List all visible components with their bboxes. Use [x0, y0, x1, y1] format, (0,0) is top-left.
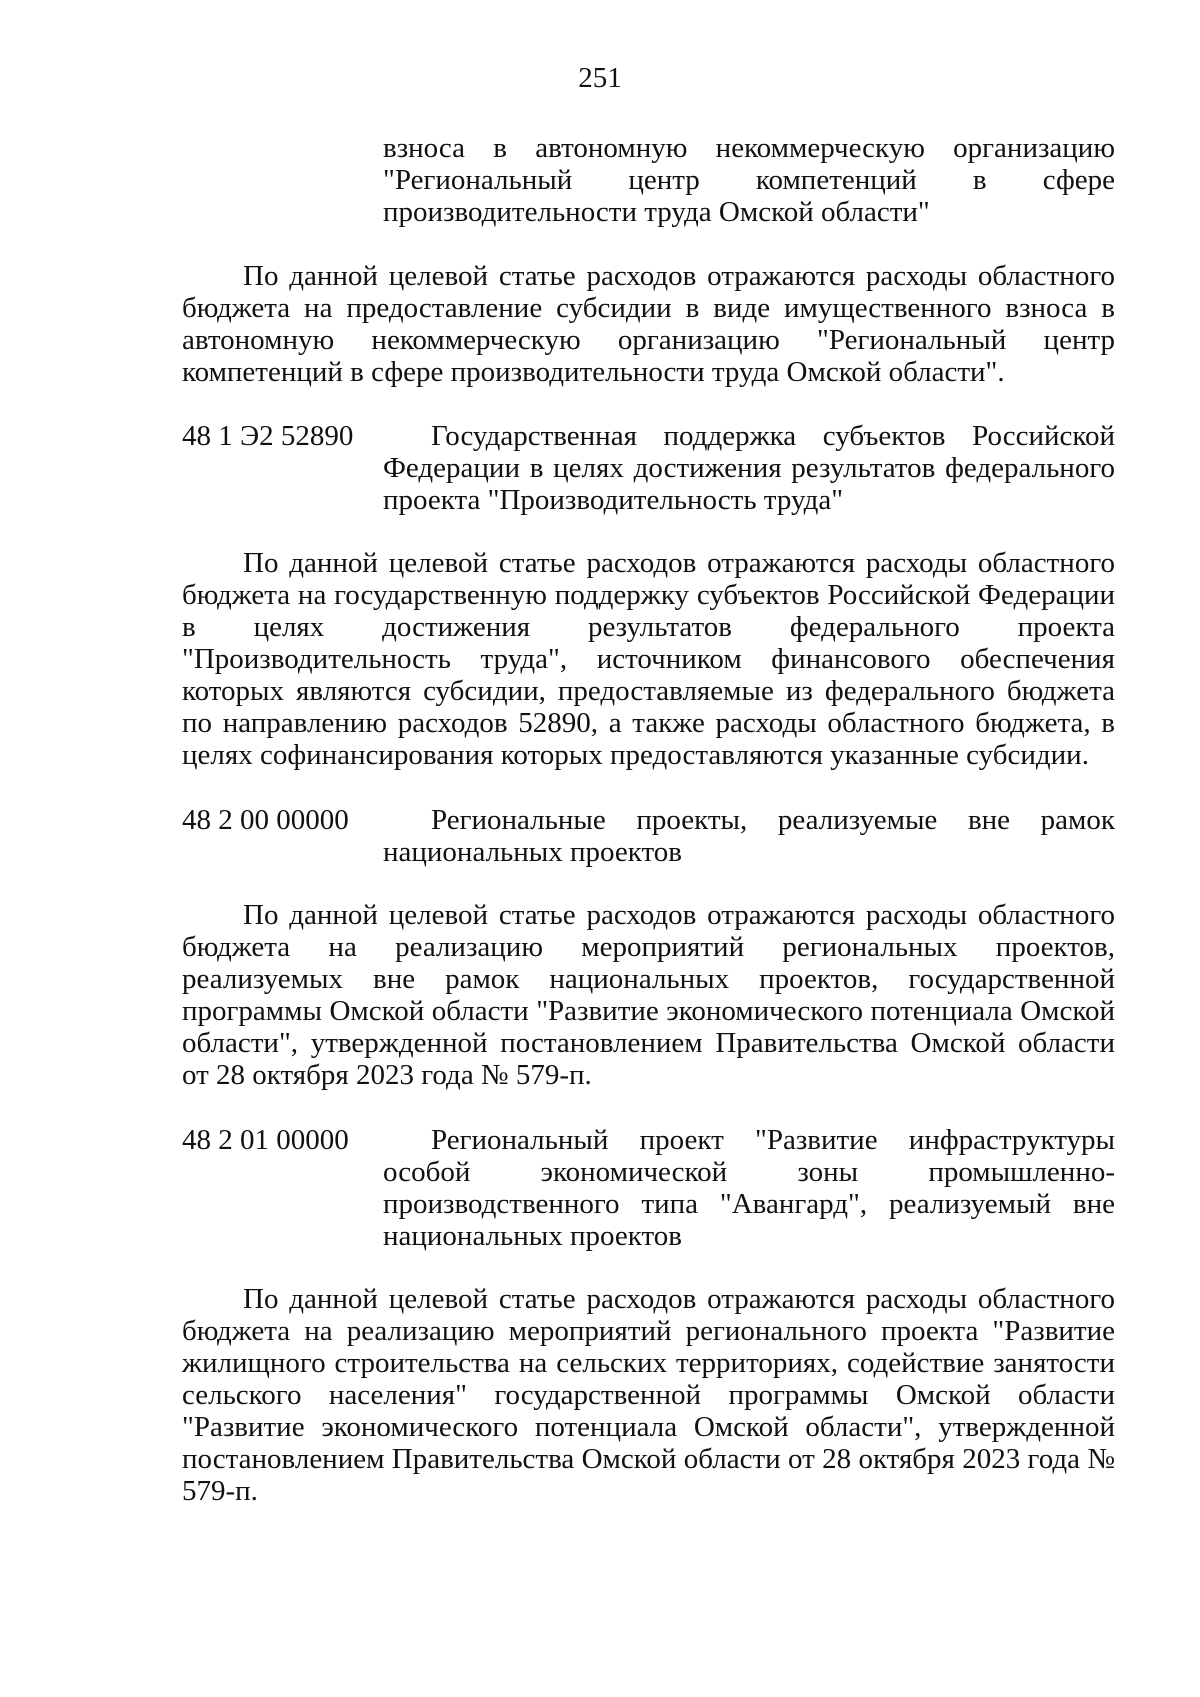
budget-code: 48 2 01 00000: [182, 1124, 349, 1156]
entry-title: Региональный проект "Развитие инфраструктуры особой экономической зоны промышленно-производственного типа "Авангард", реализуемый вне национальных проектов: [383, 1124, 1115, 1252]
entry-title: Государственная поддержка субъектов Российской Федерации в целях достижения результатов федерального проекта "Производительность труда": [383, 420, 1115, 516]
entry-title: Региональные проекты, реализуемые вне рамок национальных проектов: [383, 804, 1115, 868]
entry-description: По данной целевой статье расходов отражаются расходы областного бюджета на реализацию мероприятий регионального проекта "Развитие жилищного строительства на сельских территориях, содействие занятости сельского населения" государственной программы Омской области "Развитие экономического потенциала Омской области", утвержденной постановлением Правительства Омской области от 28 октября 2023 года № 579-п.: [182, 1283, 1115, 1507]
entry-description: По данной целевой статье расходов отражаются расходы областного бюджета на предоставление субсидии в виде имущественного взноса в автономную некоммерческую организацию "Региональный центр компетенций в сфере производительности труда Омской области".: [182, 260, 1115, 388]
budget-code: 48 2 00 00000: [182, 804, 349, 836]
page-number: 251: [578, 62, 622, 94]
budget-code: 48 1 Э2 52890: [182, 420, 354, 452]
entry-description: По данной целевой статье расходов отражаются расходы областного бюджета на реализацию мероприятий региональных проектов, реализуемых вне рамок национальных проектов, государственной программы Омской области "Развитие экономического потенциала Омской области", утвержденной постановлением Правительства Омской области от 28 октября 2023 года № 579-п.: [182, 899, 1115, 1091]
entry-description: По данной целевой статье расходов отражаются расходы областного бюджета на государственную поддержку субъектов Российской Федерации в целях достижения результатов федерального проекта "Производительность труда", источником финансового обеспечения которых являются субсидии, предоставляемые из федерального бюджета по направлению расходов 52890, а также расходы областного бюджета, в целях софинансирования которых предоставляются указанные субсидии.: [182, 547, 1115, 771]
entry-title-continued: взноса в автономную некоммерческую организацию "Региональный центр компетенций в сфере производительности труда Омской области": [383, 132, 1115, 228]
